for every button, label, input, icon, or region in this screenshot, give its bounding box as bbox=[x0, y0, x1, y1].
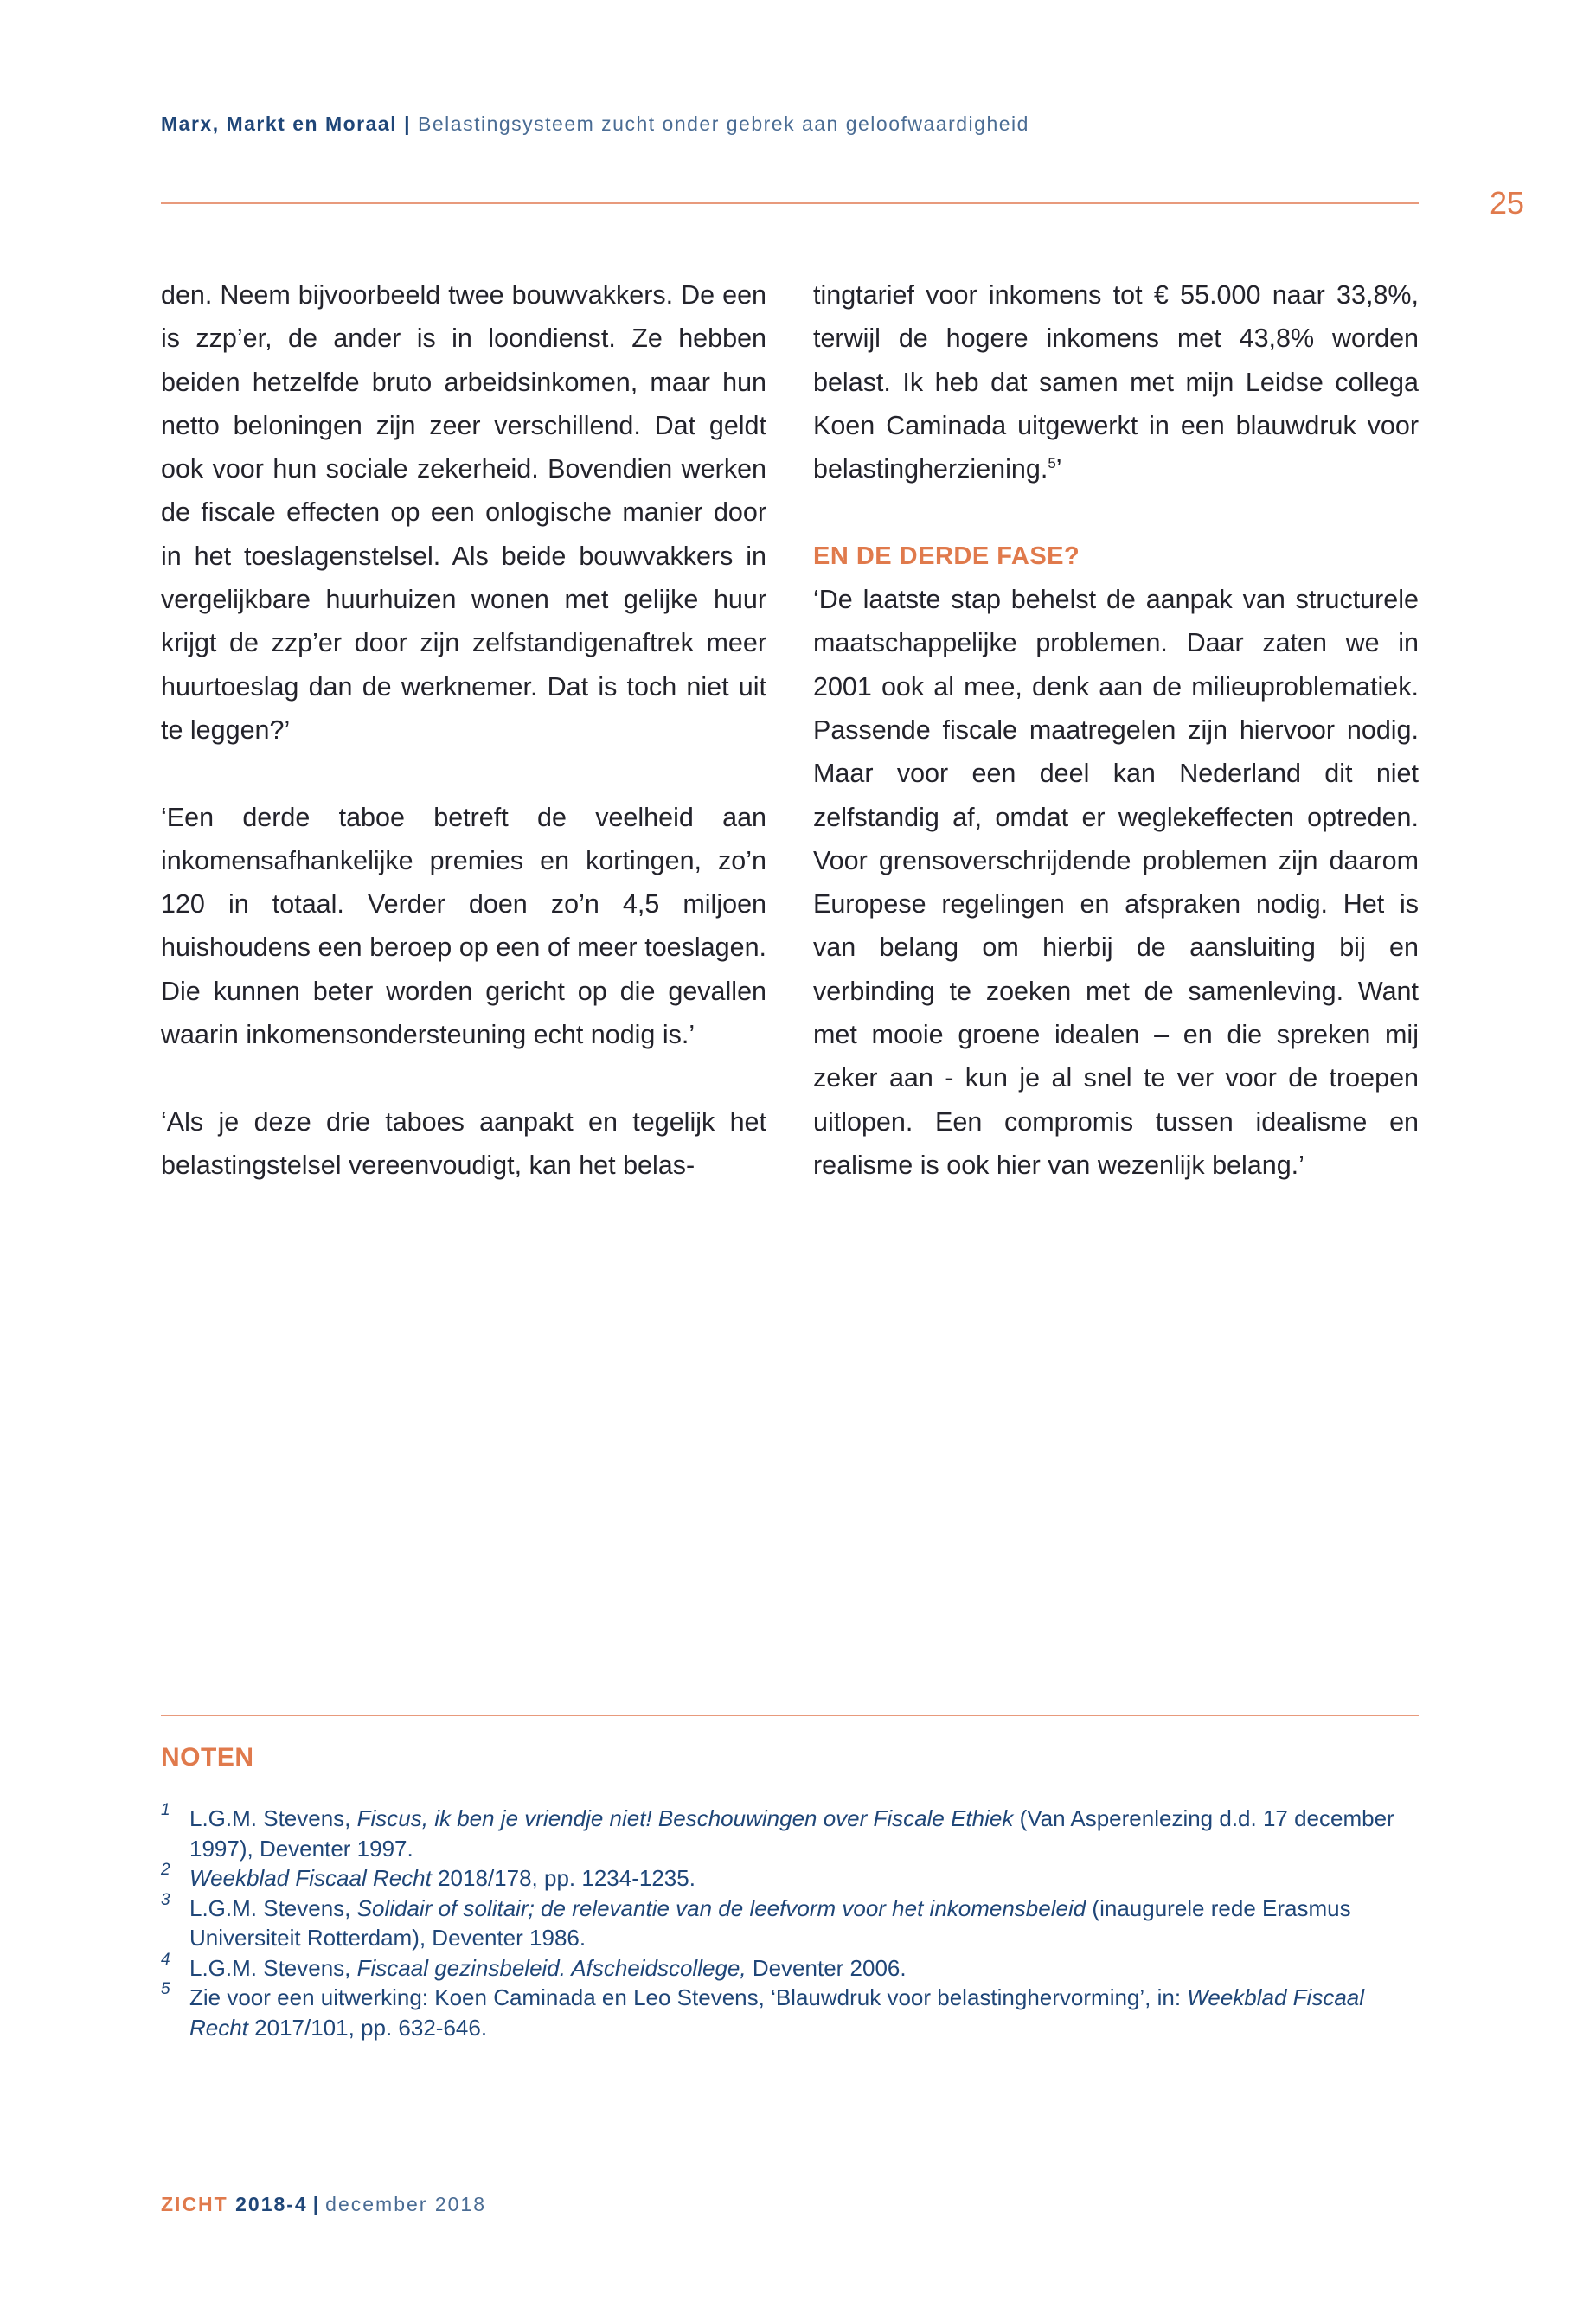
note-item bbox=[161, 1801, 1419, 1863]
note-text: Zie voor een uitwerking: Koen Caminada en Leo Stevens, ‘Blauwdruk voor belastinghervorming’, in: bbox=[189, 1984, 1188, 2010]
right-column bbox=[813, 273, 1419, 1187]
footer-brand: ZICHT bbox=[161, 2193, 228, 2215]
note-item bbox=[161, 1890, 1419, 1953]
footer-separator: | bbox=[312, 2193, 321, 2215]
note-text: L.G.M. Stevens, bbox=[189, 1805, 357, 1831]
note-number: 1 bbox=[161, 1801, 170, 1819]
note-text: 2017/101, pp. 632-646. bbox=[247, 2014, 488, 2041]
header-separator: | bbox=[404, 112, 412, 135]
note-item bbox=[161, 1950, 1419, 1984]
paragraph: ‘De laatste stap behelst de aanpak van structurele maatschappelijke problemen. Daar zaten we in 2001 ook al mee, denk aan de milieuproblematiek. Passende fiscale maatregelen zijn hiervoor nodig. Maar voor een deel kan Nederland dit niet zelfstandig af, omdat er weglekeffecten optreden. Voor grensoverschrijdende problemen zijn daarom Europese regelingen en afspraken nodig. Het is van belang om hierbij de aansluiting bij en verbinding te zoeken met de samenleving. Want met mooie groene idealen – en die spreken mij zeker aan - kun je al snel te ver voor de troepen uitlopen. Een compromis tussen idealisme en realisme is ook hier van wezenlijk belang.’ bbox=[813, 585, 1419, 1180]
note-text: 2018/178, pp. 1234-1235. bbox=[431, 1865, 695, 1891]
page-footer bbox=[161, 2193, 486, 2216]
note-text: Deventer 2006. bbox=[746, 1954, 907, 1981]
article-title: Belastingsysteem zucht onder gebrek aan geloofwaardigheid bbox=[418, 112, 1029, 135]
notes-list bbox=[161, 1801, 1419, 2042]
notes-heading: NOTEN bbox=[161, 1743, 254, 1772]
note-text: (Van Asperenlezing d.d. 17 december 1997), Deventer 1997. bbox=[189, 1805, 1394, 1862]
running-header bbox=[161, 112, 1029, 136]
paragraph: ‘Als je deze drie taboes aanpakt en tegelijk het belastingstelsel vereenvoudigt, kan het belas- bbox=[161, 1106, 766, 1180]
note-title: Solidair of solitair; de relevantie van de leefvorm voor het inkomensbeleid bbox=[356, 1894, 1086, 1921]
footnote-reference: 5 bbox=[1048, 455, 1056, 472]
closing-quote: ’ bbox=[1055, 454, 1062, 484]
paragraph bbox=[813, 273, 1419, 490]
note-number: 3 bbox=[161, 1890, 170, 1909]
paragraph: den. Neem bijvoorbeeld twee bouwvakkers. De een is zzp’er, de ander is in loondienst. Ze hebben beiden hetzelfde bruto arbeidsinkomen, maar hun netto beloningen zijn zeer verschillend. Dat geldt ook voor hun sociale zekerheid. Bovendien werken de fiscale effecten op een onlogische manier door in het toeslagenstelsel. Als beide bouwvakkers in vergelijkbare huurhuizen wonen met gelijke huur krijgt de zzp’er door zijn zelfstandigenaftrek meer huurtoeslag dan de werknemer. Dat is toch niet uit te leggen?’ bbox=[161, 280, 766, 745]
note-title: Weekblad Fiscaal Recht bbox=[189, 1865, 432, 1891]
section-heading: EN DE DERDE FASE? bbox=[813, 542, 1080, 570]
paragraph-text: tingtarief voor inkomens tot € 55.000 naar 33,8%, terwijl de hogere inkomens met 43,8% worden belast. Ik heb dat samen met mijn Leidse collega Koen Caminada uitgewerkt in een blauwdruk voor belastingherziening. bbox=[813, 280, 1419, 484]
note-text: (inaugurele rede Erasmus Universiteit Rotterdam), Deventer 1986. bbox=[189, 1894, 1351, 1951]
note-number: 5 bbox=[161, 1980, 170, 1998]
note-title: Fiscus, ik ben je vriendje niet! Beschouwingen over Fiscale Ethiek bbox=[356, 1805, 1014, 1831]
paragraph: ‘Een derde taboe betreft de veelheid aan inkomensafhankelijke premies en kortingen, zo’n 120 in totaal. Verder doen zo’n 4,5 miljoen huishoudens een beroep op een of meer toeslagen. Die kunnen beter worden gericht op die gevallen waarin inkomensondersteuning echt nodig is.’ bbox=[161, 802, 766, 1050]
publication-title: Marx, Markt en Moraal bbox=[161, 112, 398, 135]
note-number: 2 bbox=[161, 1861, 170, 1879]
note-text: L.G.M. Stevens, bbox=[189, 1894, 357, 1921]
note-title: Fiscaal gezinsbeleid. Afscheidscollege, bbox=[356, 1954, 747, 1981]
footer-issue: 2018-4 bbox=[235, 2193, 308, 2215]
note-item bbox=[161, 1863, 1419, 1894]
footer-date: december 2018 bbox=[325, 2193, 487, 2215]
notes-rule bbox=[161, 1715, 1419, 1716]
note-number: 4 bbox=[161, 1950, 170, 1969]
page-number: 25 bbox=[1490, 185, 1525, 221]
note-text: L.G.M. Stevens, bbox=[189, 1954, 357, 1981]
header-rule bbox=[161, 202, 1419, 204]
note-title: Weekblad Fiscaal Recht bbox=[189, 1984, 1365, 2041]
left-column bbox=[161, 273, 766, 1187]
note-item bbox=[161, 1980, 1419, 2042]
